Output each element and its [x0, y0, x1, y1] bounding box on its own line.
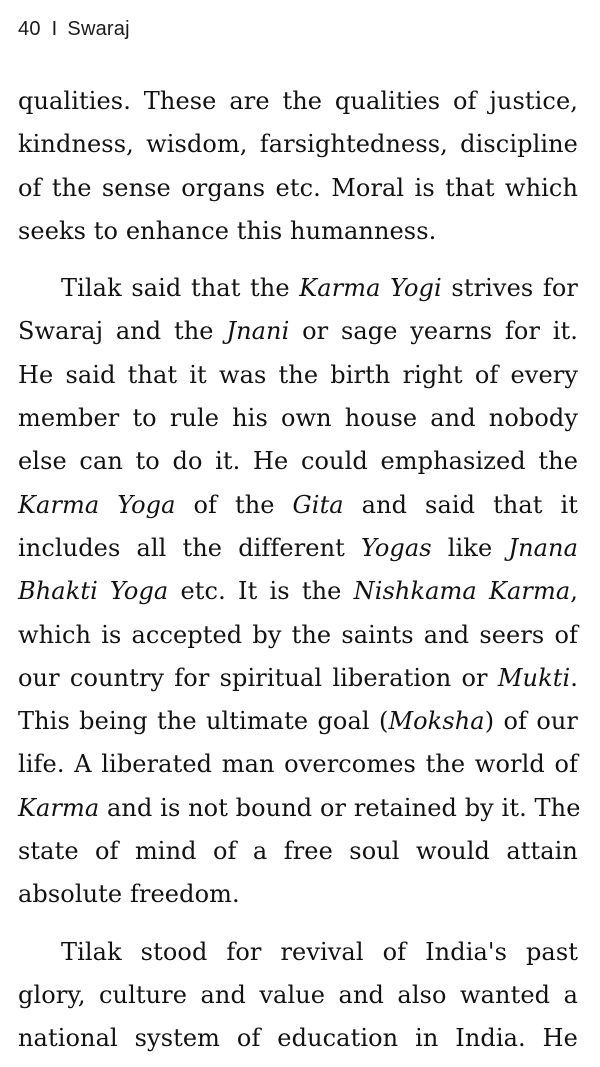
text-line: [18, 167, 578, 210]
paragraph: [18, 931, 578, 1061]
text-run: ,: [570, 577, 578, 606]
text-run: national system of education in India. He: [18, 1024, 578, 1053]
text-line: [18, 657, 578, 700]
text-line: [18, 614, 578, 657]
italic-term: Jnani: [226, 317, 290, 346]
italic-term: Mukti: [497, 663, 571, 692]
italic-term: Bhakti Yoga: [18, 577, 169, 606]
text-run: Tilak stood for revival of India's past: [61, 937, 578, 966]
text-run: etc. It is the: [168, 577, 354, 606]
text-run: of the: [175, 490, 293, 519]
text-run: or sage yearns for it.: [289, 317, 578, 346]
text-line: [18, 210, 578, 253]
italic-term: Jnana: [508, 533, 578, 562]
text-line: [18, 1017, 578, 1060]
text-run: life. A liberated man overcomes the world of: [18, 750, 578, 779]
text-line: [18, 527, 578, 570]
text-run: which is accepted by the saints and seers of: [18, 620, 578, 649]
text-line: [18, 931, 578, 974]
text-run: like: [431, 533, 509, 562]
italic-term: Nishkama Karma: [353, 577, 571, 606]
text-run: .: [570, 663, 578, 692]
italic-term: Moksha: [388, 707, 485, 736]
text-run: glory, culture and value and also wanted a: [18, 980, 578, 1009]
text-line: [18, 873, 578, 916]
text-run: He said that it was the birth right of every: [18, 360, 578, 389]
text-run: qualities. These are the qualities of justice,: [18, 87, 578, 115]
page-number: 40: [18, 18, 41, 40]
text-line: [18, 830, 578, 873]
book-title: Swaraj: [67, 18, 130, 40]
italic-term: Karma Yogi: [299, 274, 442, 303]
italic-term: Karma: [18, 793, 100, 822]
text-line: [18, 974, 578, 1017]
italic-term: Karma Yoga: [18, 490, 176, 519]
text-line: [18, 440, 578, 483]
text-run: Tilak said that the: [61, 274, 300, 303]
text-run: This being the ultimate goal (: [18, 707, 389, 736]
text-line: [18, 354, 578, 397]
text-run: and is not bound or retained by it. The: [99, 793, 581, 822]
text-line: [18, 80, 578, 123]
paragraph-gap: [18, 253, 578, 267]
running-head-separator: I: [51, 18, 58, 40]
text-line: [18, 310, 578, 353]
text-run: absolute freedom.: [18, 880, 240, 909]
paragraph-gap: [18, 917, 578, 931]
text-run: state of mind of a free soul would attain: [18, 837, 578, 866]
text-line: [18, 267, 578, 310]
text-run: includes all the different: [18, 533, 361, 562]
text-run: member to rule his own house and nobody: [18, 404, 578, 433]
text-run: kindness, wisdom, farsightedness, discipline: [18, 130, 578, 159]
text-run: ) of our: [484, 707, 578, 736]
body-text: [18, 80, 581, 1061]
text-run: strives for: [441, 274, 579, 303]
text-line: [18, 700, 578, 743]
text-line: [18, 397, 578, 440]
text-line: [18, 484, 578, 527]
text-line: [18, 787, 581, 830]
text-run: our country for spiritual liberation or: [18, 663, 498, 692]
text-line: [18, 570, 578, 613]
paragraph: [18, 267, 581, 916]
text-run: and said that it: [343, 490, 578, 519]
text-line: [18, 743, 578, 786]
running-head: [18, 18, 130, 41]
text-run: Swaraj and the: [18, 317, 227, 346]
paragraph: [18, 80, 578, 253]
italic-term: Yogas: [360, 533, 432, 562]
text-run: of the sense organs etc. Moral is that which: [18, 173, 578, 202]
text-line: [18, 123, 578, 166]
text-run: seeks to enhance this humanness.: [18, 216, 437, 245]
italic-term: Gita: [292, 490, 344, 519]
text-run: else can to do it. He could emphasized the: [18, 447, 578, 476]
